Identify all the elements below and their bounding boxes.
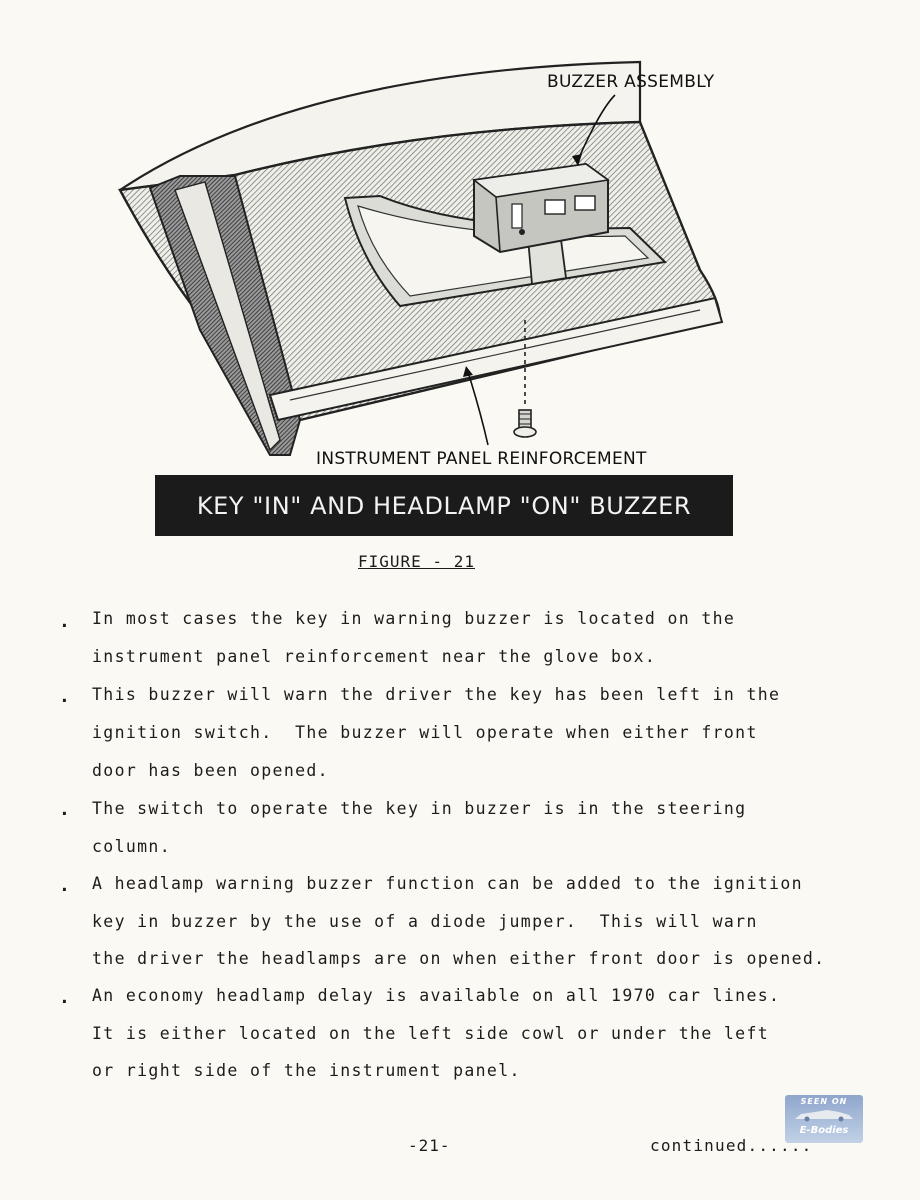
bullet-dot: .: [59, 987, 70, 1008]
page-number: -21-: [408, 1136, 451, 1155]
buzzer-illustration: [0, 0, 920, 480]
list-item-line: An economy headlamp delay is available on all 1970 car lines.: [92, 986, 781, 1005]
list-item-line: In most cases the key in warning buzzer is located on the: [92, 609, 736, 628]
list-item-line: door has been opened.: [92, 761, 329, 780]
bullet-dot: .: [59, 686, 70, 707]
figure-caption: FIGURE - 21: [358, 552, 475, 571]
list-item-line: or right side of the instrument panel.: [92, 1061, 521, 1080]
list-item-line: The switch to operate the key in buzzer is in the steering: [92, 799, 747, 818]
continued-note: continued......: [650, 1136, 813, 1155]
bullet-dot: .: [59, 875, 70, 896]
buzzer-assembly-callout: BUZZER ASSEMBLY: [547, 72, 715, 92]
list-item-line: column.: [92, 837, 171, 856]
list-item-line: instrument panel reinforcement near the glove box.: [92, 647, 657, 666]
list-item-line: This buzzer will warn the driver the key has been left in the: [92, 685, 781, 704]
car-silhouette-icon: [793, 1108, 855, 1122]
figure-title-banner: KEY "IN" AND HEADLAMP "ON" BUZZER: [155, 475, 733, 536]
watermark-top-text: SEEN ON: [800, 1097, 848, 1106]
list-item-line: ignition switch. The buzzer will operate when either front: [92, 723, 758, 742]
list-item-line: A headlamp warning buzzer function can be added to the ignition: [92, 874, 803, 893]
watermark-bottom-text: E-Bodies: [799, 1125, 849, 1136]
list-item-line: It is either located on the left side cowl or under the left: [92, 1024, 770, 1043]
list-item-line: the driver the headlamps are on when either front door is opened.: [92, 949, 826, 968]
instrument-panel-reinforcement-callout: INSTRUMENT PANEL REINFORCEMENT: [316, 449, 647, 469]
bullet-dot: .: [59, 611, 70, 632]
list-item-line: key in buzzer by the use of a diode jumper. This will warn: [92, 912, 758, 931]
bullet-dot: .: [59, 799, 70, 820]
